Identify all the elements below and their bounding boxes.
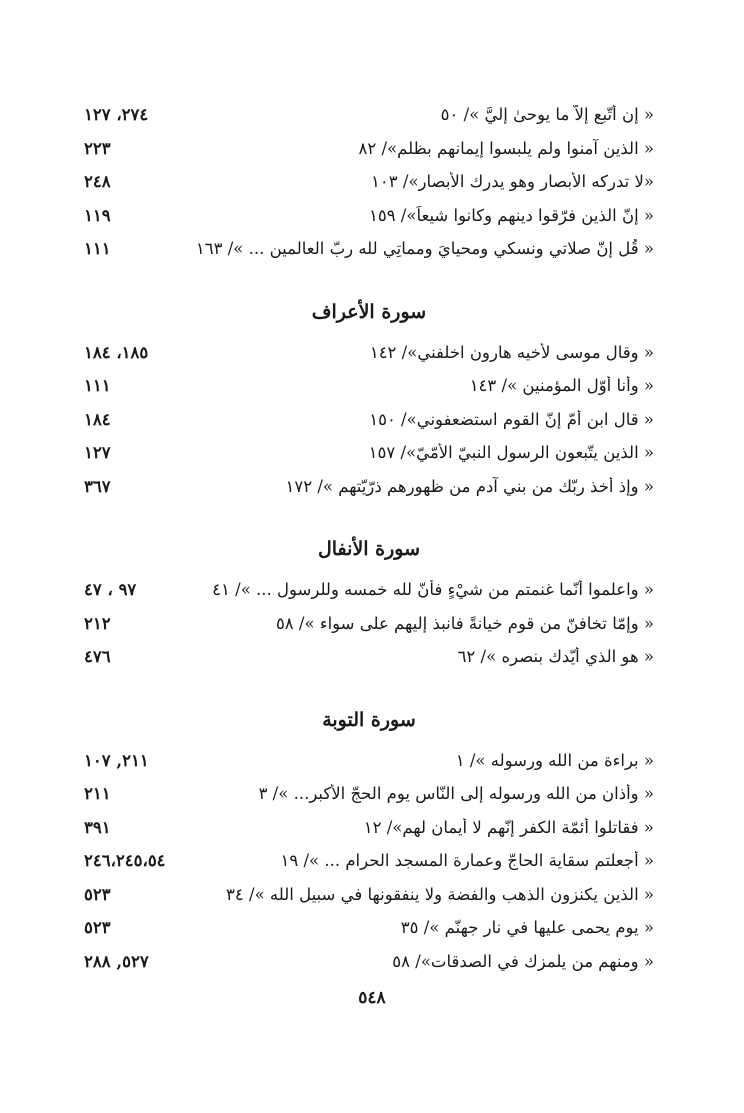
page-references: ٢١٢ [84,613,111,633]
index-row [84,165,654,199]
verse-reference: « قُل إنّ صلاتي ونسكي ومحيايَ ومماتِي لله ربّ العالمين ... »/ ١٦٣ [195,239,654,259]
page-references: ١٨٥، ١٨٤ [84,342,149,362]
page-references: ٢٧٤، ١٢٧ [84,105,149,125]
index-row [84,945,654,979]
page-references: ٩٧ ، ٤٧ [84,580,137,600]
page-references: ٢١١, ١٠٧ [84,750,149,770]
index-row [84,573,654,607]
surah-heading: سورة الأعراف [311,300,427,323]
verse-reference: « ومنهم من يلمزك في الصدقات»/ ٥٨ [392,951,654,971]
page-references: ٢٤٨ [84,172,111,192]
verse-reference: « الذين آمنوا ولم يلبسوا إيمانهم بظلم»/ ٨٢ [358,138,654,158]
page-references: ٥٢٣ [84,918,111,938]
index-row [84,878,654,912]
verse-reference: « إنّ الذين فرّقوا دينهم وكانوا شيعاً»/ ١٥٩ [368,205,654,225]
verse-reference: « وإمّا تخافنّ من قوم خيانةً فانبذ إليهم على سواء »/ ٥٨ [275,613,654,633]
index-row [84,403,654,437]
verse-reference: « وأذان من الله ورسوله إلى النّاس يوم الحجّ الأكبر... »/ ٣ [258,784,654,804]
verse-reference: « الذين يكنزون الذهب والفضة ولا ينفقونها في سبيل الله »/ ٣٤ [226,884,654,904]
index-row [84,336,654,370]
verse-reference: « وإذ أخذ ربّك من بني آدم من ظهورهم ذرّيّتهم »/ ١٧٢ [285,476,654,496]
index-row [84,369,654,403]
verse-reference: « يوم يحمى عليها في نار جهنّم »/ ٣٥ [400,918,654,938]
page-references: ٢٢٣ [84,138,111,158]
page-references: ٢٤٦،٢٤٥،٥٤ [84,851,166,871]
verse-reference: « وأنا أوّل المؤمنين »/ ١٤٣ [469,376,654,396]
surah-heading: سورة التوبة [322,708,416,731]
verse-index [84,98,654,978]
page-references: ٥٢٧, ٢٨٨ [84,951,149,971]
verse-reference: « واعلموا أنّما غنمتم من شيْءٍ فأنّ لله خمسه وللرسول ... »/ ٤١ [212,580,654,600]
index-row [84,844,654,878]
surah-section [84,531,654,674]
verse-reference: « الذين يتّبعون الرسول النبيّ الأُمّيّ»/ ١٥٧ [368,443,654,463]
verse-reference: « هو الذي أيّدك بنصره »/ ٦٢ [457,647,654,667]
surah-section [84,294,654,504]
page-references: ١١١ [84,239,111,259]
index-row [84,98,654,132]
index-row [84,232,654,266]
page-number: ٥٤٨ [358,988,386,1008]
page-references: ١٢٧ [84,443,111,463]
verse-reference: «لا تدركه الأبصار وهو يدرك الأبصار»/ ١٠٣ [371,172,654,192]
page-references: ٣٦٧ [84,476,111,496]
surah-section [84,702,654,979]
surah-heading: سورة الأنفال [317,538,421,560]
verse-reference: « أجعلتم سقاية الحاجّ وعمارة المسجد الحرام ... »/ ١٩ [280,851,654,871]
verse-reference: « فقاتلوا أئمّة الكفر إنّهم لا أيمان لهم»/ ١٢ [363,817,654,837]
index-row [84,470,654,504]
index-row [84,436,654,470]
verse-reference: « وقال موسى لأخيه هارون اخلفني»/ ١٤٢ [369,342,654,362]
verse-reference: « قال ابن أُمّ إنّ القوم استضعفوني»/ ١٥٠ [369,409,654,429]
page-references: ١٨٤ [84,409,111,429]
page-references: ٢١١ [84,784,111,804]
page-references: ١١١ [84,376,111,396]
verse-reference: « براءة من الله ورسوله »/ ١ [455,750,654,770]
index-row [84,911,654,945]
index-row [84,811,654,845]
index-row [84,132,654,166]
index-row [84,607,654,641]
page-references: ٣٩١ [84,817,111,837]
surah-section [84,98,654,266]
index-row [84,199,654,233]
index-row [84,640,654,674]
page-references: ١١٩ [84,205,111,225]
index-row [84,777,654,811]
verse-reference: « إن أتّبع إلاّ ما يوحىٰ إليَّ »/ ٥٠ [440,105,654,125]
page-references: ٤٧٦ [84,647,111,667]
index-row [84,744,654,778]
page-references: ٥٢٣ [84,884,111,904]
